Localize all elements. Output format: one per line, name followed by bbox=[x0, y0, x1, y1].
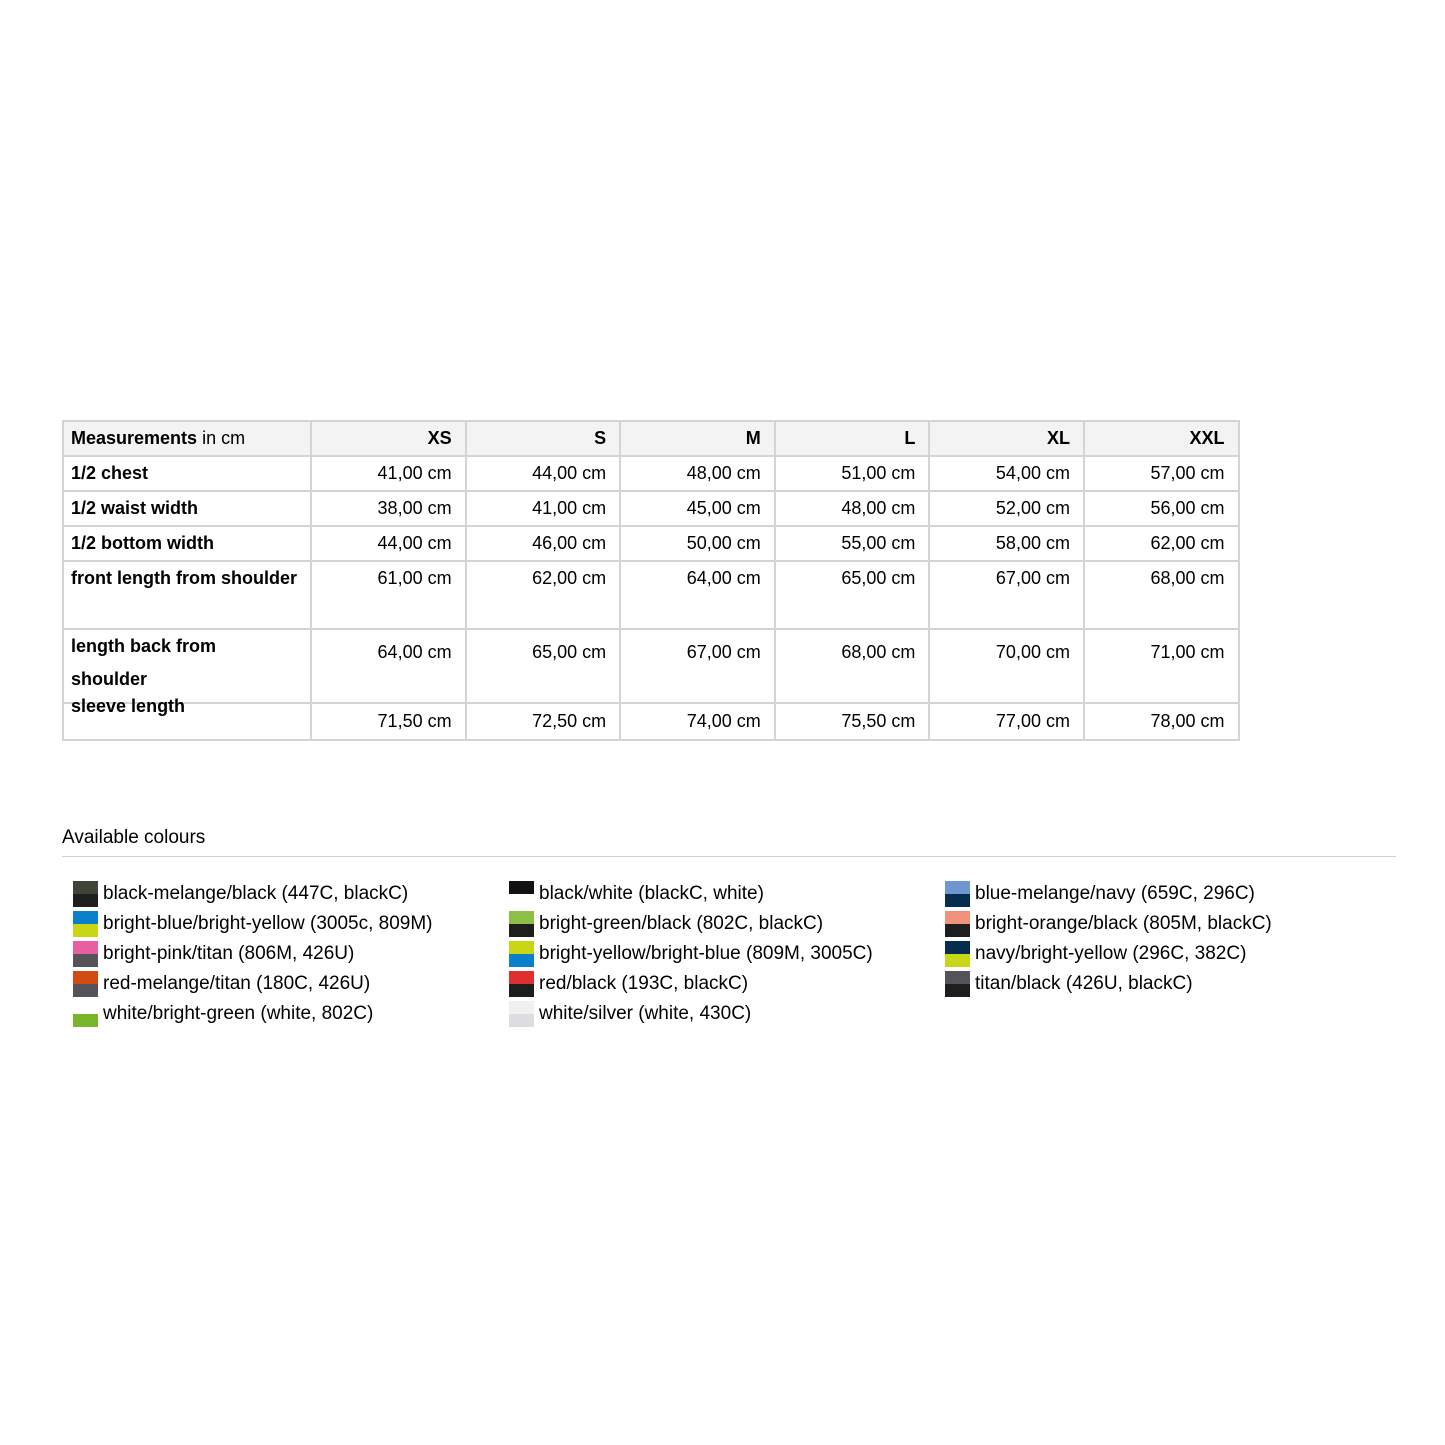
table-cell: 71,00 cm bbox=[1084, 629, 1239, 703]
table-cell: 48,00 cm bbox=[620, 456, 775, 491]
colour-swatch-icon bbox=[73, 911, 98, 937]
table-cell: 41,00 cm bbox=[466, 491, 621, 526]
colour-label: white/bright-green (white, 802C) bbox=[103, 1003, 374, 1024]
colour-option bbox=[509, 939, 945, 969]
colour-option bbox=[73, 909, 509, 939]
table-cell: 52,00 cm bbox=[929, 491, 1084, 526]
table-cell: 44,00 cm bbox=[311, 526, 466, 561]
table-cell: 62,00 cm bbox=[466, 561, 621, 629]
colour-list bbox=[73, 879, 1405, 1029]
swatch-top-colour bbox=[73, 971, 98, 984]
table-cell: 70,00 cm bbox=[929, 629, 1084, 703]
colour-option bbox=[509, 999, 945, 1029]
swatch-bottom-colour bbox=[509, 894, 534, 907]
available-colours-title: Available colours bbox=[62, 827, 206, 848]
colour-option bbox=[945, 909, 1405, 939]
swatch-bottom-colour bbox=[73, 924, 98, 937]
row-label: length back from shoulder bbox=[63, 629, 311, 703]
colour-label: red/black (193C, blackC) bbox=[539, 973, 749, 994]
swatch-top-colour bbox=[73, 941, 98, 954]
colour-option bbox=[73, 939, 509, 969]
size-header-xs: XS bbox=[311, 421, 466, 456]
table-cell: 67,00 cm bbox=[929, 561, 1084, 629]
colour-option bbox=[73, 879, 509, 909]
table-row bbox=[63, 561, 1239, 629]
table-cell: 64,00 cm bbox=[311, 629, 466, 703]
colour-label: bright-yellow/bright-blue (809M, 3005C) bbox=[539, 943, 873, 964]
colour-label: navy/bright-yellow (296C, 382C) bbox=[975, 943, 1247, 964]
row-label: 1/2 bottom width bbox=[63, 526, 311, 561]
swatch-top-colour bbox=[509, 881, 534, 894]
table-cell: 50,00 cm bbox=[620, 526, 775, 561]
colour-label: blue-melange/navy (659C, 296C) bbox=[975, 883, 1255, 904]
swatch-bottom-colour bbox=[509, 954, 534, 967]
table-row bbox=[63, 456, 1239, 491]
swatch-bottom-colour bbox=[73, 984, 98, 997]
colour-option bbox=[509, 879, 945, 909]
table-cell: 65,00 cm bbox=[775, 561, 930, 629]
colour-swatch-icon bbox=[945, 881, 970, 907]
size-table-header-row bbox=[63, 421, 1239, 456]
swatch-top-colour bbox=[945, 941, 970, 954]
table-cell: 46,00 cm bbox=[466, 526, 621, 561]
colour-swatch-icon bbox=[73, 971, 98, 997]
table-cell: 58,00 cm bbox=[929, 526, 1084, 561]
swatch-bottom-colour bbox=[73, 1014, 98, 1027]
measurements-header-title: Measurements bbox=[71, 428, 198, 448]
table-cell: 71,50 cm bbox=[311, 703, 466, 740]
swatch-top-colour bbox=[73, 881, 98, 894]
swatch-bottom-colour bbox=[945, 984, 970, 997]
colour-option bbox=[945, 879, 1405, 909]
table-cell: 48,00 cm bbox=[775, 491, 930, 526]
colour-label: bright-green/black (802C, blackC) bbox=[539, 913, 824, 934]
swatch-top-colour bbox=[945, 881, 970, 894]
swatch-bottom-colour bbox=[945, 954, 970, 967]
table-cell: 64,00 cm bbox=[620, 561, 775, 629]
table-cell: 45,00 cm bbox=[620, 491, 775, 526]
swatch-bottom-colour bbox=[73, 894, 98, 907]
colour-swatch-icon bbox=[945, 941, 970, 967]
table-row bbox=[63, 703, 1239, 740]
table-cell: 41,00 cm bbox=[311, 456, 466, 491]
colour-label: bright-orange/black (805M, blackC) bbox=[975, 913, 1272, 934]
colour-swatch-icon bbox=[509, 1001, 534, 1027]
size-table bbox=[62, 420, 1240, 741]
colour-option bbox=[73, 969, 509, 999]
table-cell: 57,00 cm bbox=[1084, 456, 1239, 491]
row-label: 1/2 chest bbox=[63, 456, 311, 491]
size-header-l: L bbox=[775, 421, 930, 456]
table-cell: 51,00 cm bbox=[775, 456, 930, 491]
row-label: front length from shoulder bbox=[63, 561, 311, 629]
row-label bbox=[63, 696, 311, 740]
colour-label: bright-pink/titan (806M, 426U) bbox=[103, 943, 355, 964]
colour-swatch-icon bbox=[73, 1001, 98, 1027]
size-header-xl: XL bbox=[929, 421, 1084, 456]
swatch-top-colour bbox=[945, 911, 970, 924]
swatch-bottom-colour bbox=[945, 894, 970, 907]
swatch-bottom-colour bbox=[509, 924, 534, 937]
measurements-header bbox=[63, 421, 311, 456]
swatch-top-colour bbox=[509, 971, 534, 984]
swatch-bottom-colour bbox=[945, 924, 970, 937]
colour-option bbox=[945, 939, 1405, 969]
colour-swatch-icon bbox=[509, 881, 534, 907]
table-cell: 61,00 cm bbox=[311, 561, 466, 629]
swatch-top-colour bbox=[73, 911, 98, 924]
size-header-s: S bbox=[466, 421, 621, 456]
table-cell: 55,00 cm bbox=[775, 526, 930, 561]
swatch-top-colour bbox=[509, 911, 534, 924]
colour-option bbox=[945, 969, 1405, 999]
swatch-top-colour bbox=[945, 971, 970, 984]
table-cell: 67,00 cm bbox=[620, 629, 775, 703]
table-cell: 68,00 cm bbox=[775, 629, 930, 703]
colour-option bbox=[73, 999, 509, 1029]
colours-divider bbox=[62, 856, 1396, 857]
table-cell: 65,00 cm bbox=[466, 629, 621, 703]
swatch-top-colour bbox=[509, 941, 534, 954]
table-cell: 77,00 cm bbox=[929, 703, 1084, 740]
colour-swatch-icon bbox=[509, 911, 534, 937]
table-row bbox=[63, 526, 1239, 561]
swatch-bottom-colour bbox=[509, 984, 534, 997]
table-cell: 74,00 cm bbox=[620, 703, 775, 740]
table-cell: 54,00 cm bbox=[929, 456, 1084, 491]
colour-label: bright-blue/bright-yellow (3005c, 809M) bbox=[103, 913, 433, 934]
table-row bbox=[63, 629, 1239, 703]
swatch-top-colour bbox=[73, 1001, 98, 1014]
swatch-bottom-colour bbox=[73, 954, 98, 967]
colour-swatch-icon bbox=[945, 911, 970, 937]
colour-label: titan/black (426U, blackC) bbox=[975, 973, 1193, 994]
measurements-header-unit: in cm bbox=[197, 428, 246, 448]
colour-swatch-icon bbox=[73, 941, 98, 967]
table-cell: 68,00 cm bbox=[1084, 561, 1239, 629]
table-cell: 72,50 cm bbox=[466, 703, 621, 740]
colour-label: red-melange/titan (180C, 426U) bbox=[103, 973, 371, 994]
colour-swatch-icon bbox=[73, 881, 98, 907]
colour-label: black-melange/black (447C, blackC) bbox=[103, 883, 409, 904]
row-label: 1/2 waist width bbox=[63, 491, 311, 526]
table-cell: 62,00 cm bbox=[1084, 526, 1239, 561]
table-cell: 44,00 cm bbox=[466, 456, 621, 491]
swatch-top-colour bbox=[509, 1001, 534, 1014]
swatch-bottom-colour bbox=[509, 1014, 534, 1027]
colour-swatch-icon bbox=[945, 971, 970, 997]
table-cell: 78,00 cm bbox=[1084, 703, 1239, 740]
table-cell: 38,00 cm bbox=[311, 491, 466, 526]
table-cell: 56,00 cm bbox=[1084, 491, 1239, 526]
table-row bbox=[63, 491, 1239, 526]
colour-swatch-icon bbox=[509, 941, 534, 967]
colour-option bbox=[509, 969, 945, 999]
colour-swatch-icon bbox=[509, 971, 534, 997]
size-header-m: M bbox=[620, 421, 775, 456]
colour-option bbox=[509, 909, 945, 939]
colour-label: white/silver (white, 430C) bbox=[539, 1003, 752, 1024]
table-cell: 75,50 cm bbox=[775, 703, 930, 740]
size-header-xxl: XXL bbox=[1084, 421, 1239, 456]
colour-label: black/white (blackC, white) bbox=[539, 883, 764, 904]
row-label-text: sleeve length bbox=[71, 696, 186, 716]
